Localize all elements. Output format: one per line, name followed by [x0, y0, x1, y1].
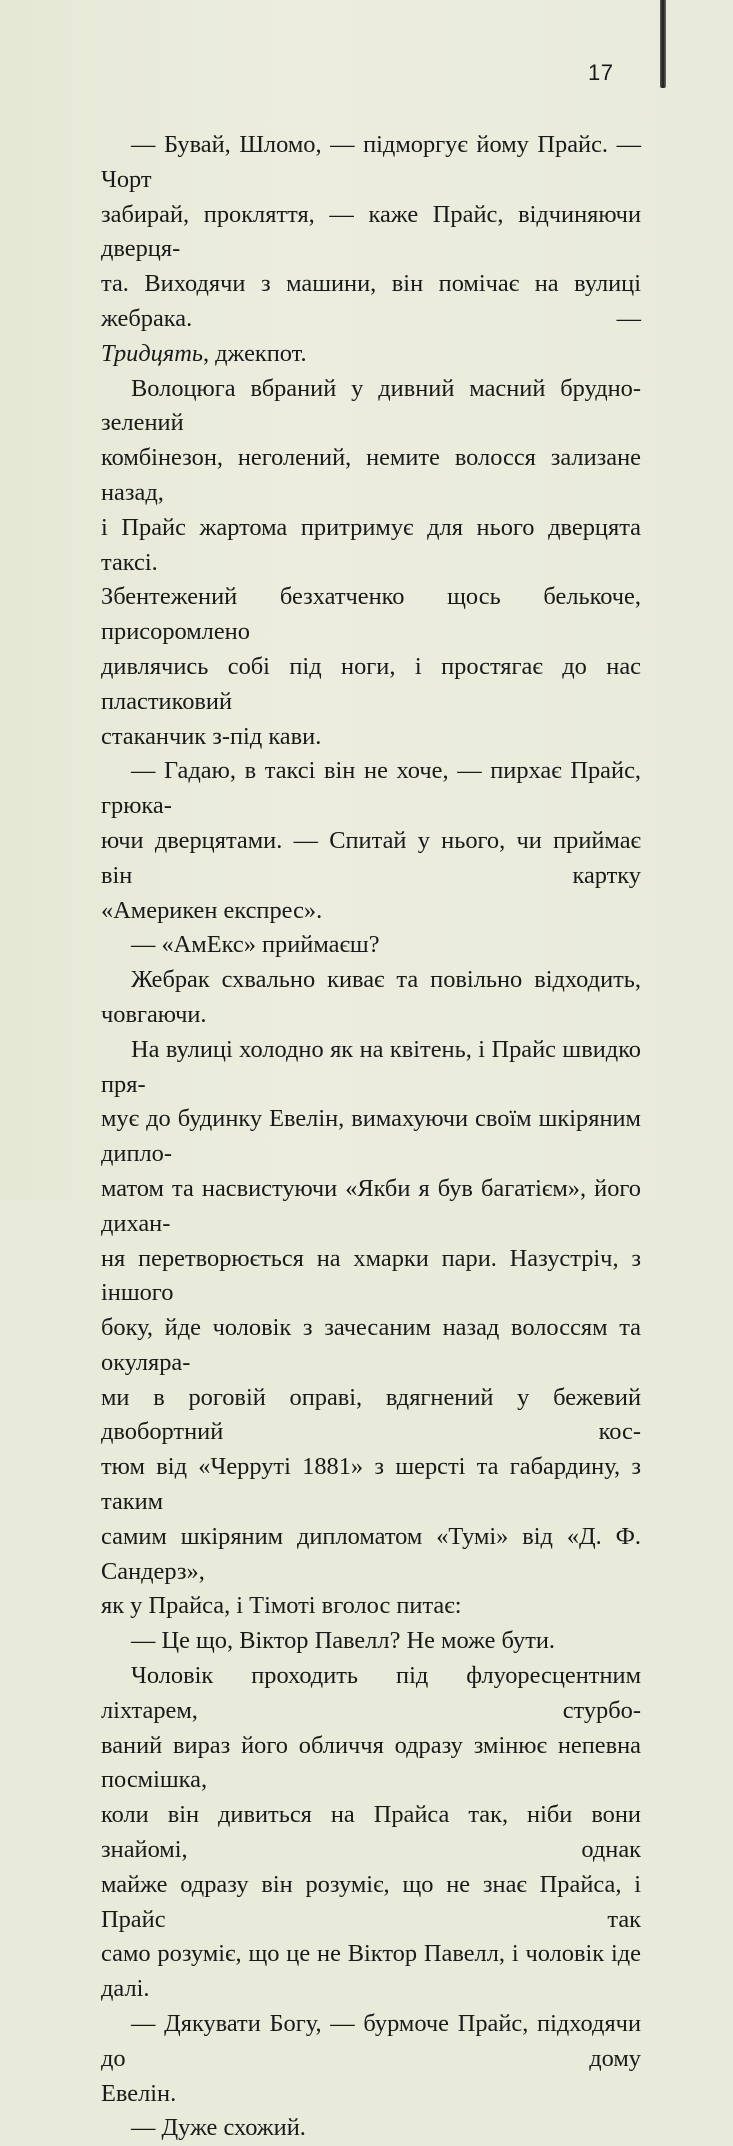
text-line-content: ваний вираз його обличчя одразу змінює непевна посмішка,	[101, 1731, 641, 1794]
text-line	[101, 1102, 641, 1172]
text-line	[101, 1624, 641, 1659]
text-line	[101, 2111, 641, 2146]
text-line	[101, 1937, 641, 2007]
text-line	[101, 2007, 641, 2077]
text-line	[101, 337, 641, 372]
text-line-content: ми в роговій оправі, вдягнений у бежевий двобортний кос-	[101, 1383, 641, 1446]
text-line-content: та. Виходячи з машини, він помічає на вулиці жебрака. —	[101, 270, 641, 332]
text-line	[101, 1729, 641, 1799]
text-line	[101, 824, 641, 894]
text-line-content: На вулиці холодно як на квітень, і Прайс швидко пря-	[101, 1035, 641, 1098]
text-line-content: — Бувай, Шломо, — підморгує йому Прайс. — Чорт	[101, 131, 641, 193]
text-line-content: майже одразу він розуміє, що не знає Прайса, і Прайс так	[101, 1870, 641, 1933]
text-line-content: — Дякувати Богу, — бурмоче Прайс, підходячи до дому	[101, 2010, 641, 2072]
text-line-content: ючи дверцятами. — Спитай у нього, чи приймає він картку	[101, 826, 641, 889]
page-edge-mark	[660, 0, 666, 88]
text-line	[101, 267, 641, 337]
text-line-content: Волоцюга вбраний у дивний масний брудно-зелений	[101, 374, 641, 437]
text-line	[101, 128, 641, 198]
text-line	[101, 1450, 641, 1520]
text-line	[101, 720, 641, 755]
emphasis-text: Тридцять	[101, 339, 203, 367]
text-line-content: боку, йде чоловік з зачесаним назад волоссям та окуляра-	[101, 1314, 641, 1376]
text-line	[101, 580, 641, 650]
body-text	[101, 128, 641, 2146]
text-line-content: само розуміє, що це не Віктор Павелл, і чоловік іде далі.	[101, 1940, 641, 2003]
text-line	[101, 963, 641, 1033]
text-line	[101, 1381, 641, 1451]
text-line	[101, 1520, 641, 1590]
text-line	[101, 441, 641, 511]
text-line-content: матом та насвистуючи «Якби я був багатієм», його дихан-	[101, 1174, 641, 1237]
text-line-content: — «АмЕкс» приймаєш?	[131, 931, 380, 959]
text-line	[101, 754, 641, 824]
text-line-content: як у Прайса, і Тімоті вголос питає:	[101, 1592, 462, 1620]
text-line	[101, 1311, 641, 1381]
text-line	[101, 894, 641, 929]
text-line	[101, 1033, 641, 1103]
text-line	[101, 1798, 641, 1868]
text-line	[101, 1589, 641, 1624]
text-line-content: — Гадаю, в таксі він не хоче, — пирхає Прайс, грюка-	[101, 757, 641, 820]
text-line	[101, 511, 641, 581]
text-line-content: «Америкен експрес».	[101, 896, 323, 924]
text-line-content: забирай, прокляття, — каже Прайс, відчиняючи дверця-	[101, 200, 641, 263]
text-line-content: ня перетворюється на хмарки пари. Назустріч, з іншого	[101, 1244, 641, 1307]
text-line	[101, 1242, 641, 1312]
page-number: 17	[588, 60, 614, 85]
text-line-content: мує до будинку Евелін, вимахуючи своїм шкіряним дипло-	[101, 1105, 641, 1168]
text-line	[101, 1868, 641, 1938]
text-line-content: тюм від «Черруті 1881» з шерсті та габардину, з таким	[101, 1453, 641, 1516]
text-line	[101, 2077, 641, 2112]
text-line-content: самим шкіряним дипломатом «Тумі» від «Д. Ф. Сандерз»,	[101, 1522, 641, 1585]
text-line	[101, 650, 641, 720]
text-line-content: Чоловік проходить під флуоресцентним ліхтарем, стурбо-	[101, 1662, 641, 1724]
text-line-content: стаканчик з-під кави.	[101, 722, 322, 750]
text-line-content: коли він дивиться на Прайса так, ніби вони знайомі, однак	[101, 1801, 641, 1864]
text-line	[101, 198, 641, 268]
text-line	[101, 1172, 641, 1242]
text-line-content: Евелін.	[101, 2079, 177, 2107]
text-line	[101, 372, 641, 442]
text-line-content: Жебрак схвально киває та повільно відходить, човгаючи.	[101, 966, 641, 1028]
text-line-content: — Дуже схожий.	[131, 2114, 306, 2142]
text-line-content: і Прайс жартома притримує для нього дверцята таксі.	[101, 513, 641, 576]
text-line-content: дивлячись собі під ноги, і простягає до нас пластиковий	[101, 652, 641, 715]
text-line-content: , джекпот.	[202, 339, 307, 367]
text-line-content: — Це що, Віктор Павелл? Не може бути.	[131, 1627, 556, 1655]
text-line	[101, 928, 641, 963]
text-line-content: комбінезон, неголений, немите волосся зализане назад,	[101, 444, 641, 506]
text-line	[101, 1659, 641, 1729]
text-line-content: Збентежений безхатченко щось белькоче, присоромлено	[101, 583, 641, 646]
